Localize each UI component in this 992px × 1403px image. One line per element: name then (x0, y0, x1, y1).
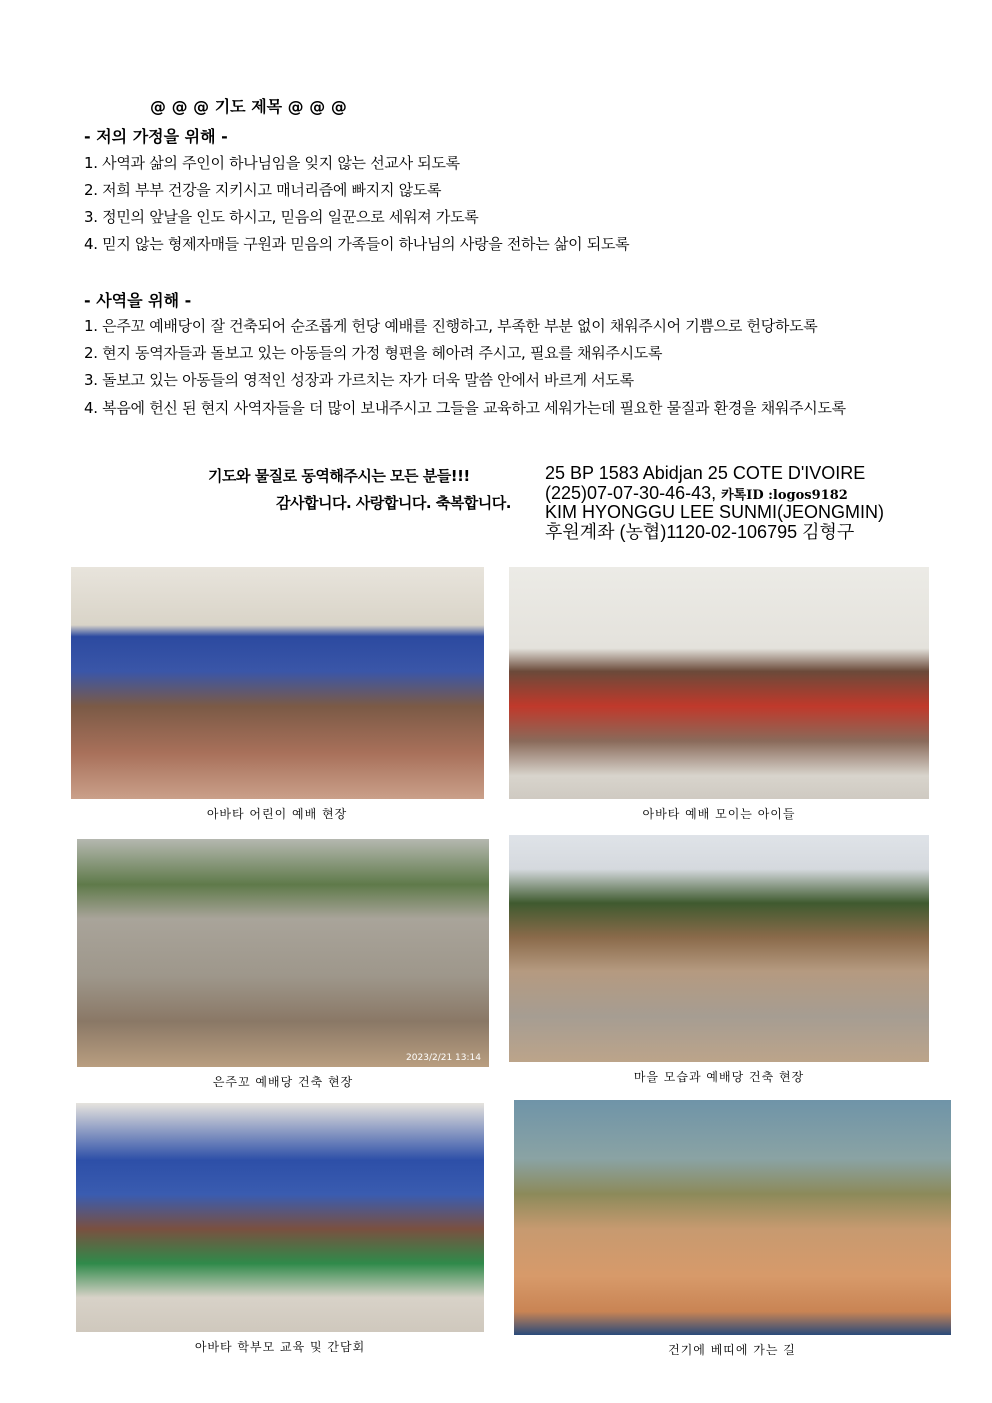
list-item: 3. 정민의 앞날을 인도 하시고, 믿음의 일꾼으로 세워져 가도록 (84, 208, 479, 226)
list-item: 1. 은주꼬 예배당이 잘 건축되어 순조롭게 헌당 예배를 진행하고, 부족한 부분 없이 채워주시어 기쁨으로 헌당하도록 (84, 317, 818, 335)
family-heading: - 저의 가정을 위해 - (84, 127, 228, 146)
phone: (225)07-07-30-46-43, (545, 483, 717, 503)
prayer-title: @ @ @ 기도 제목 @ @ @ (150, 97, 347, 116)
list-item: 3. 돌보고 있는 아동들의 영적인 성장과 가르치는 자가 더욱 말씀 안에서 바르게 서도록 (84, 371, 634, 389)
photo-caption: 마을 모습과 예배당 건축 현장 (633, 1070, 805, 1084)
ministry-heading: - 사역을 위해 - (84, 291, 192, 310)
list-item: 4. 복음에 헌신 된 현지 사역자들을 더 많이 보내주시고 그들을 교육하고 세워가는데 필요한 물질과 환경을 채워주시도록 (84, 399, 846, 417)
photo-parent-education (76, 1103, 484, 1332)
photo-church-construction (77, 839, 489, 1067)
address: 25 BP 1583 Abidjan 25 COTE D'IVOIRE (545, 463, 866, 483)
photo-gathered-children (509, 567, 929, 799)
photo-children-worship (71, 567, 484, 799)
list-item: 2. 저희 부부 건강을 지키시고 매너리즘에 빠지지 않도록 (84, 181, 442, 199)
photo-caption: 아바타 어린이 예배 현장 (206, 807, 348, 821)
list-item: 2. 현지 동역자들과 돌보고 있는 아동들의 가정 형편을 헤아려 주시고, 필요를 채워주시도록 (84, 344, 663, 362)
photo-timestamp: 2023/2/21 13:14 (406, 1053, 481, 1063)
list-item: 1. 사역과 삶의 주인이 하나님임을 잊지 않는 선교사 되도록 (84, 154, 460, 172)
photo-caption: 은주꼬 예배당 건축 현장 (212, 1075, 354, 1089)
names: KIM HYONGGU LEE SUNMI(JEONGMIN) (545, 502, 885, 522)
photo-village-construction (509, 835, 929, 1062)
thanks-line-1: 기도와 물질로 동역해주시는 모든 분들!!! (208, 467, 470, 485)
kakao-id: 카톡ID :logos9182 (721, 488, 848, 503)
photo-road-to-bettie (514, 1100, 951, 1335)
photo-caption: 아바타 학부모 교육 및 간담회 (194, 1340, 366, 1354)
photo-caption: 건기에 베띠에 가는 길 (668, 1343, 796, 1357)
bank-account: 후원계좌 (농협)1120-02-106795 김형구 (545, 522, 855, 542)
thanks-line-2: 감사합니다. 사랑합니다. 축복합니다. (276, 494, 511, 512)
photo-caption: 아바타 예배 모이는 아이들 (642, 807, 796, 821)
list-item: 4. 믿지 않는 형제자매들 구원과 믿음의 가족들이 하나님의 사랑을 전하는 삶이 되도록 (84, 235, 630, 253)
